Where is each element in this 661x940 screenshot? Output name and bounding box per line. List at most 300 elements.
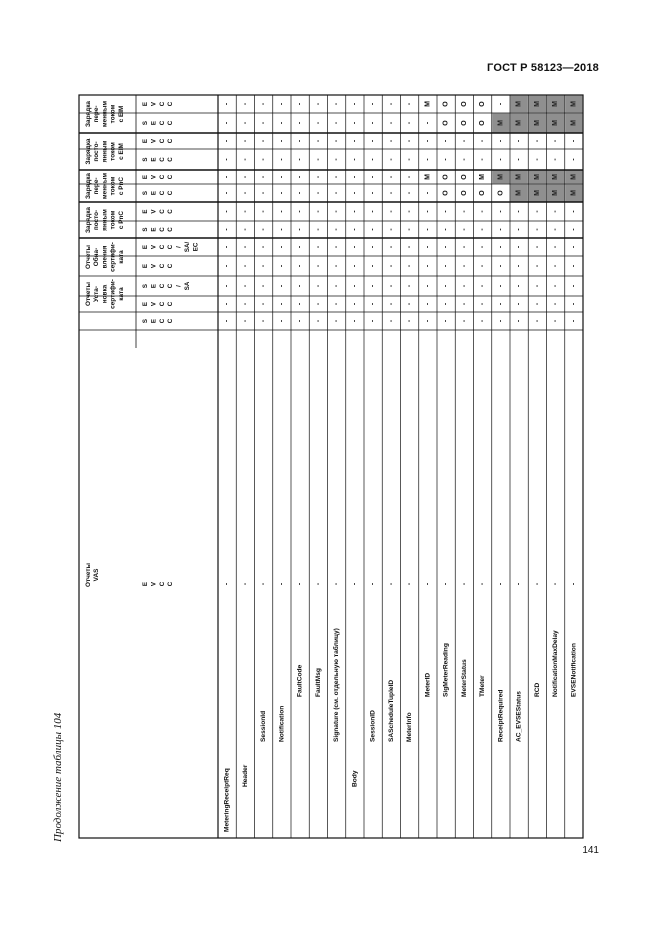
cell-value: - <box>241 264 249 268</box>
subheader-letter: C <box>167 174 175 180</box>
cell-value: - <box>314 158 322 161</box>
cell-value: - <box>479 158 487 161</box>
cell-value: - <box>442 210 450 213</box>
subheader-label <box>142 263 174 268</box>
cell-value: - <box>260 139 268 143</box>
cell-value: - <box>241 139 249 143</box>
cell-value: - <box>223 319 231 323</box>
group-header-label <box>85 173 125 199</box>
cell-value: - <box>223 139 231 143</box>
cell-value: M <box>552 101 560 107</box>
cell-value: - <box>314 191 322 195</box>
cell-value: - <box>552 319 560 323</box>
cell-value: - <box>533 319 541 323</box>
cell-value: - <box>333 121 341 125</box>
cell-value: - <box>296 264 304 268</box>
cell-value: - <box>369 121 377 125</box>
cell-value: - <box>278 302 286 306</box>
cell-value: - <box>387 319 395 323</box>
group-header-label <box>85 207 125 233</box>
subheader-letter: S <box>142 227 149 232</box>
cell-value: - <box>533 302 541 306</box>
cell-value: - <box>351 175 359 179</box>
group-header-line: сертифи- <box>109 279 117 309</box>
cell-value: M <box>479 174 487 180</box>
cell-value: M <box>533 174 541 180</box>
subheader-letter: E <box>150 227 158 232</box>
cell-value: - <box>406 245 414 249</box>
cell-value: - <box>241 245 249 249</box>
subheader-letter: E <box>150 120 158 126</box>
cell-value: - <box>278 158 286 161</box>
cell-value: - <box>369 139 377 143</box>
subheader-letter: C <box>158 101 166 107</box>
cell-value: - <box>296 210 304 213</box>
subheader-letter: C <box>158 244 166 250</box>
subheader-letter: C <box>158 263 166 269</box>
cell-value: M <box>533 120 541 126</box>
cell-value: - <box>387 191 395 195</box>
subheader-letter: / <box>175 246 183 248</box>
cell-value: O <box>479 120 487 126</box>
subheader-letter: V <box>150 301 158 307</box>
cell-value: - <box>515 158 523 161</box>
cell-value: O <box>497 190 505 196</box>
cell-value: - <box>460 139 468 143</box>
cell-value: - <box>552 210 560 213</box>
row-label: SAScheduleTupleID <box>387 679 395 742</box>
cell-value: - <box>314 319 322 323</box>
cell-value: O <box>460 120 468 126</box>
group-header-line: Отчеты <box>85 245 92 269</box>
cell-value: - <box>241 158 249 161</box>
subheader-label <box>142 242 199 253</box>
cell-value: - <box>278 228 286 231</box>
subheader-letter: SA/ <box>184 241 191 253</box>
cell-value: - <box>460 319 468 323</box>
subheader-label <box>142 581 174 586</box>
cell-value: - <box>533 284 541 288</box>
cell-value: - <box>241 210 249 213</box>
cell-value: - <box>351 102 359 106</box>
cell-value: - <box>369 210 377 213</box>
cell-value: - <box>296 245 304 249</box>
cell-value: - <box>333 302 341 306</box>
cell-value: - <box>442 245 450 249</box>
cell-value: - <box>460 210 468 213</box>
cell-value: - <box>351 210 359 213</box>
cell-value: - <box>296 302 304 306</box>
row-label: FaultMsg <box>314 668 322 697</box>
cell-value: - <box>497 284 505 288</box>
subheader-letter: C <box>158 301 166 307</box>
subheader-letter: C <box>158 581 166 587</box>
cell-value: - <box>406 121 414 125</box>
cell-value: - <box>424 245 432 249</box>
cell-value: - <box>278 191 286 195</box>
cell-value: - <box>552 158 560 161</box>
subheader-letter: / <box>175 285 183 287</box>
cell-value: - <box>442 228 450 231</box>
cell-value: - <box>260 284 268 288</box>
subheader-label <box>142 101 174 106</box>
cell-value: - <box>497 210 505 213</box>
cell-value: - <box>296 191 304 195</box>
cell-value: - <box>533 245 541 249</box>
cell-value: - <box>351 319 359 323</box>
row-label: AC_EVSEStatus <box>515 691 523 742</box>
group-header-line: VAS <box>93 568 101 582</box>
cell-value: - <box>260 191 268 195</box>
cell-value: - <box>497 139 505 143</box>
cell-value: - <box>260 121 268 125</box>
group-header-line: менным <box>101 172 109 200</box>
cell-value: - <box>260 228 268 231</box>
cell-value: - <box>570 284 578 288</box>
group-header-line: Зарядка <box>85 173 92 199</box>
cell-value: - <box>296 319 304 323</box>
cell-value: - <box>479 210 487 213</box>
row-label: Body <box>351 770 359 787</box>
group-header-label <box>85 563 100 587</box>
cell-value: - <box>424 158 432 161</box>
subheader-label <box>142 209 174 214</box>
row-label: MeterStatus <box>460 659 468 697</box>
cell-value: - <box>552 139 560 143</box>
cell-value: - <box>479 302 487 306</box>
cell-value: - <box>223 175 231 179</box>
cell-value: - <box>351 121 359 125</box>
cell-value: O <box>442 190 450 196</box>
cell-value: - <box>278 284 286 288</box>
cell-value: - <box>241 102 249 106</box>
cell-value: - <box>442 582 450 586</box>
cell-value: - <box>442 264 450 268</box>
cell-value: - <box>424 139 432 143</box>
cell-value: - <box>351 139 359 143</box>
cell-value: M <box>552 190 560 196</box>
cell-value: - <box>424 121 432 125</box>
cell-value: - <box>314 582 322 586</box>
row-label: MeterID <box>424 672 432 697</box>
cell-value: - <box>223 582 231 586</box>
cell-value: - <box>351 158 359 161</box>
cell-value: - <box>223 121 231 125</box>
cell-value: M <box>533 190 541 196</box>
cell-value: - <box>387 245 395 249</box>
subheader-letter: V <box>150 263 158 269</box>
cell-value: - <box>260 319 268 323</box>
cell-value: - <box>296 175 304 179</box>
group-header-line: янным <box>101 140 109 163</box>
subheader-letter: E <box>150 318 158 324</box>
cell-value: - <box>241 175 249 179</box>
cell-value: - <box>314 121 322 125</box>
cell-value: - <box>460 582 468 586</box>
cell-value: - <box>442 139 450 143</box>
cell-value: - <box>369 319 377 323</box>
cell-value: - <box>260 582 268 586</box>
subheader-label <box>142 174 174 179</box>
cell-value: - <box>278 264 286 268</box>
cell-value: M <box>570 101 578 107</box>
subheader-letter: S <box>142 157 149 162</box>
subheader-letter: C <box>158 174 166 180</box>
cell-value: - <box>314 245 322 249</box>
cell-value: - <box>314 228 322 231</box>
cell-value: - <box>460 284 468 288</box>
group-header-line: вления <box>101 245 109 269</box>
group-header-line: с EIM <box>117 105 125 123</box>
cell-value: - <box>406 139 414 143</box>
cell-value: - <box>442 284 450 288</box>
cell-value: - <box>479 582 487 586</box>
cell-value: M <box>570 190 578 196</box>
subheader-letter: C <box>167 138 175 144</box>
cell-value: - <box>533 582 541 586</box>
cell-value: M <box>570 174 578 180</box>
cell-value: - <box>570 228 578 231</box>
cell-value: - <box>260 158 268 161</box>
cell-value: - <box>333 139 341 143</box>
cell-value: - <box>369 582 377 586</box>
cell-value: M <box>497 174 505 180</box>
cell-value: - <box>515 302 523 306</box>
cell-value: - <box>223 210 231 213</box>
group-header-line: менным <box>101 100 109 128</box>
cell-value: M <box>533 101 541 107</box>
cell-value: M <box>515 190 523 196</box>
subheader-letter: E <box>142 263 149 269</box>
cell-value: - <box>369 191 377 195</box>
group-header-line: посто- <box>93 209 101 231</box>
subheader-letter: S <box>142 283 149 289</box>
subheader-letter: C <box>167 263 175 269</box>
cell-value: - <box>387 175 395 179</box>
group-header-line: янным <box>101 209 109 231</box>
cell-value: - <box>333 191 341 195</box>
subheader-letter: C <box>167 190 175 196</box>
subheader-letter: C <box>158 227 166 232</box>
subheader-letter: S <box>142 318 149 324</box>
group-header-line: током <box>109 142 117 161</box>
cell-value: - <box>479 319 487 323</box>
cell-value: - <box>570 245 578 249</box>
subheader-letter: C <box>167 209 175 214</box>
cell-value: - <box>497 228 505 231</box>
cell-value: - <box>314 175 322 179</box>
group-header-line: током <box>109 176 117 196</box>
table-frame <box>79 95 583 838</box>
subheader-letter: C <box>158 138 166 144</box>
cell-value: - <box>460 245 468 249</box>
row-label: Header <box>241 764 249 787</box>
cell-value: - <box>241 284 249 288</box>
subheader-letter: V <box>150 101 158 107</box>
cell-value: - <box>314 264 322 268</box>
group-header-line: с PnC <box>117 210 125 230</box>
cell-value: - <box>460 302 468 306</box>
cell-value: M <box>552 174 560 180</box>
cell-value: - <box>296 228 304 231</box>
cell-value: - <box>515 264 523 268</box>
subheader-letter: E <box>150 190 158 196</box>
cell-value: - <box>497 302 505 306</box>
cell-value: - <box>223 245 231 249</box>
row-label: RCD <box>533 682 541 697</box>
cell-value: - <box>369 245 377 249</box>
cell-value: - <box>533 210 541 213</box>
cell-value: - <box>387 121 395 125</box>
page-number: 141 <box>582 845 599 856</box>
group-header-line: с EIM <box>117 143 125 160</box>
subheader-letter: C <box>167 120 175 126</box>
cell-value: - <box>278 175 286 179</box>
cell-value: M <box>497 120 505 126</box>
subheader-letter: C <box>167 157 175 162</box>
subheader-letter: C <box>158 190 166 196</box>
cell-value: - <box>552 302 560 306</box>
cell-value: - <box>533 264 541 268</box>
subheader-label <box>142 227 174 232</box>
subheader-letter: C <box>167 227 175 232</box>
cell-value: - <box>406 191 414 195</box>
group-header-line: Зарядка <box>85 138 92 165</box>
group-header-line: Отчеты <box>85 563 92 587</box>
cell-value: - <box>424 302 432 306</box>
cell-value: - <box>387 102 395 106</box>
cell-value: - <box>497 582 505 586</box>
cell-value: - <box>333 210 341 213</box>
cell-value: - <box>241 302 249 306</box>
subheader-letter: E <box>150 283 158 289</box>
row-label: SigMeterReading <box>442 643 450 697</box>
cell-value: - <box>369 158 377 161</box>
subheader-letter: S <box>142 190 149 196</box>
cell-value: - <box>552 284 560 288</box>
cell-value: - <box>424 264 432 268</box>
cell-value: - <box>333 319 341 323</box>
cell-value: M <box>515 174 523 180</box>
cell-value: - <box>406 102 414 106</box>
group-header-label <box>85 242 125 272</box>
cell-value: O <box>479 101 487 107</box>
cell-value: - <box>333 284 341 288</box>
cell-value: - <box>479 264 487 268</box>
cell-value: - <box>515 139 523 143</box>
cell-value: - <box>533 228 541 231</box>
subheader-letter: C <box>167 244 175 250</box>
cell-value: - <box>387 158 395 161</box>
cell-value: - <box>460 228 468 231</box>
cell-value: - <box>387 228 395 231</box>
subheader-label <box>142 157 174 162</box>
row-label: Signature (см. отдельную таблицу) <box>333 628 341 742</box>
cell-value: - <box>533 139 541 143</box>
cell-value: - <box>552 245 560 249</box>
cell-value: - <box>351 191 359 195</box>
cell-value: - <box>406 284 414 288</box>
cell-value: - <box>333 582 341 586</box>
group-header-line: сертифи- <box>109 242 117 272</box>
cell-value: O <box>460 190 468 196</box>
subheader-letter: C <box>158 318 166 324</box>
row-label: MeterInfo <box>406 712 414 742</box>
cell-value: M <box>552 120 560 126</box>
standard-header: ГОСТ Р 58123—2018 <box>487 62 599 74</box>
cell-value: - <box>424 228 432 231</box>
cell-value: - <box>223 284 231 288</box>
cell-value: - <box>424 284 432 288</box>
cell-value: - <box>387 582 395 586</box>
cell-value: O <box>460 174 468 180</box>
cell-value: - <box>223 158 231 161</box>
row-label: TMeter <box>479 675 487 697</box>
cell-value: - <box>241 121 249 125</box>
cell-value: - <box>387 264 395 268</box>
subheader-label <box>142 120 174 125</box>
cell-value: - <box>278 582 286 586</box>
cell-value: - <box>223 302 231 306</box>
cell-value: - <box>406 264 414 268</box>
cell-value: - <box>552 264 560 268</box>
subheader-label <box>142 301 174 306</box>
group-header-line: током <box>109 104 117 124</box>
group-header-label <box>85 138 125 164</box>
cell-value: - <box>314 210 322 213</box>
cell-value: - <box>223 228 231 231</box>
cell-value: - <box>406 228 414 231</box>
cell-value: - <box>260 302 268 306</box>
cell-value: - <box>406 210 414 213</box>
cell-value: - <box>241 191 249 195</box>
cell-value: M <box>515 120 523 126</box>
cell-value: M <box>424 101 432 107</box>
group-header-line: пере- <box>93 105 101 123</box>
subheader-letter: E <box>142 101 149 107</box>
cell-value: O <box>479 190 487 196</box>
cell-value: - <box>387 284 395 288</box>
cell-value: - <box>369 284 377 288</box>
cell-value: O <box>460 101 468 107</box>
cell-value: - <box>406 582 414 586</box>
cell-value: - <box>223 264 231 268</box>
subheader-letter: E <box>142 301 149 307</box>
cell-value: - <box>296 158 304 161</box>
cell-value: - <box>387 302 395 306</box>
cell-value: - <box>497 264 505 268</box>
cell-value: - <box>570 319 578 323</box>
cell-value: - <box>296 582 304 586</box>
subheader-letter: V <box>150 244 158 250</box>
cell-value: - <box>333 175 341 179</box>
subheader-letter: C <box>167 581 175 587</box>
cell-value: - <box>460 158 468 161</box>
cell-value: - <box>387 210 395 213</box>
cell-value: - <box>260 102 268 106</box>
group-header-line: пере- <box>93 177 101 195</box>
subheader-letter: E <box>142 174 149 180</box>
group-header-line: Обна- <box>93 247 101 267</box>
cell-value: - <box>278 139 286 143</box>
cell-value: - <box>314 139 322 143</box>
cell-value: - <box>479 245 487 249</box>
subheader-label <box>142 190 174 195</box>
cell-value: - <box>223 191 231 195</box>
cell-value: - <box>497 319 505 323</box>
subheader-label <box>142 318 174 323</box>
group-header-line: Зарядка <box>85 207 92 233</box>
